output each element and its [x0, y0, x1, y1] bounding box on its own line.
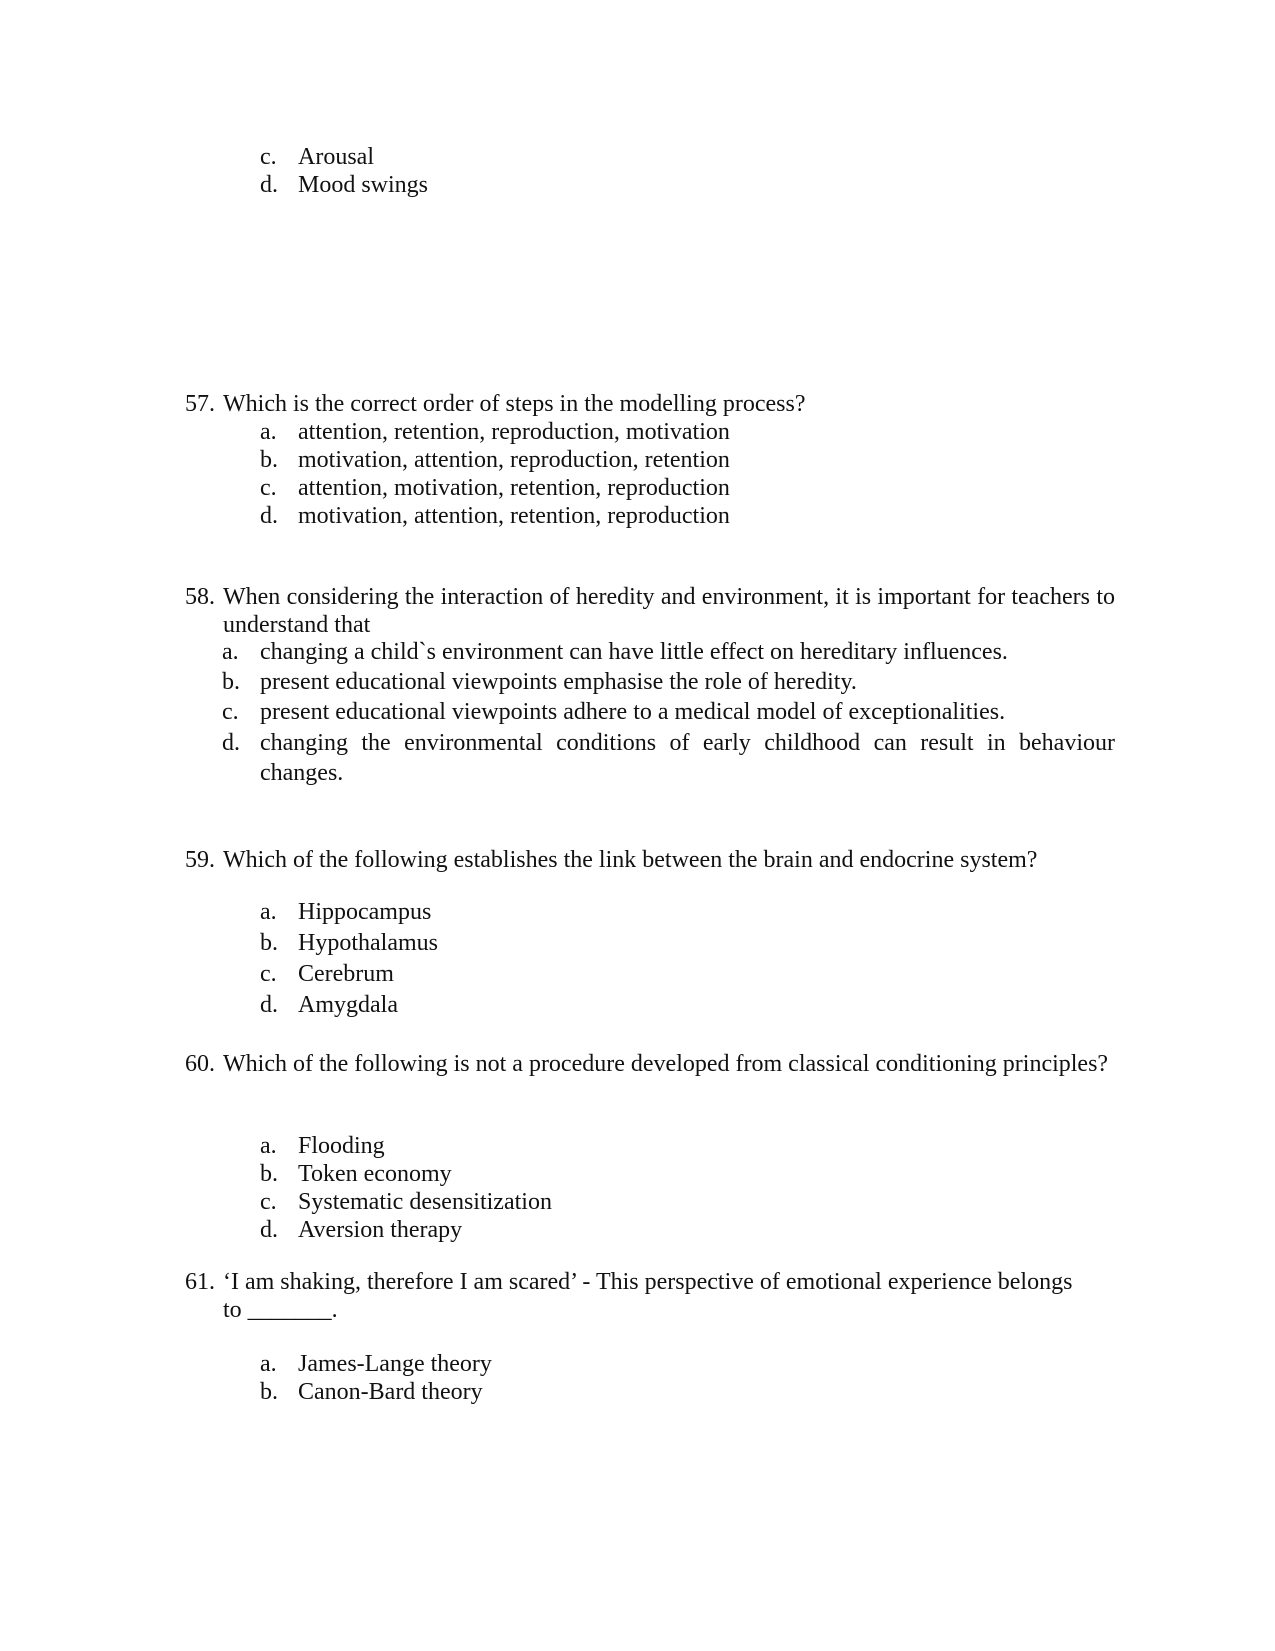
- option-58a: [222, 638, 1115, 666]
- question-57: [185, 390, 1115, 418]
- option-letter: a.: [260, 1133, 277, 1159]
- option-56d: [260, 171, 428, 199]
- question-number: 57.: [185, 391, 215, 417]
- option-letter: c.: [260, 1189, 277, 1215]
- option-60b: [260, 1160, 452, 1188]
- option-59c: [260, 960, 394, 988]
- option-text: motivation, attention, retention, reproduction: [298, 503, 730, 529]
- question-stem: Which of the following establishes the link between the brain and endocrine system?: [223, 847, 1038, 873]
- question-stem: When considering the interaction of heredity and environment, it is important for teachers to understand that: [223, 584, 1115, 638]
- option-56c: [260, 143, 374, 171]
- question-number: 61.: [185, 1269, 215, 1295]
- option-letter: c.: [260, 961, 277, 987]
- option-letter: c.: [260, 475, 277, 501]
- option-letter: d.: [260, 1217, 278, 1243]
- option-letter: b.: [260, 1161, 278, 1187]
- option-text: present educational viewpoints adhere to a medical model of exceptionalities.: [260, 699, 1006, 725]
- option-text: Systematic desensitization: [298, 1189, 552, 1215]
- option-57b: [260, 446, 730, 474]
- question-59: [185, 846, 1115, 874]
- option-letter: d.: [260, 503, 278, 529]
- option-letter: d.: [260, 172, 278, 198]
- option-letter: a.: [260, 419, 277, 445]
- option-text: Mood swings: [298, 172, 429, 198]
- option-letter: b.: [260, 930, 278, 956]
- option-text: Cerebrum: [298, 961, 394, 987]
- option-letter: b.: [260, 447, 278, 473]
- option-57d: [260, 502, 730, 530]
- option-59d: [260, 991, 398, 1019]
- option-57a: [260, 418, 730, 446]
- option-letter: b.: [222, 669, 240, 695]
- option-60d: [260, 1216, 462, 1244]
- option-text: Aversion therapy: [298, 1217, 463, 1243]
- option-text: changing the environmental conditions of early childhood can result in behaviour changes.: [260, 730, 1115, 786]
- option-59b: [260, 929, 438, 957]
- question-number: 60.: [185, 1051, 215, 1077]
- option-letter: a.: [260, 899, 277, 925]
- option-text: Token economy: [298, 1161, 452, 1187]
- option-text: present educational viewpoints emphasise the role of heredity.: [260, 669, 857, 695]
- question-number: 58.: [185, 584, 215, 610]
- question-stem: Which is the correct order of steps in the modelling process?: [223, 391, 806, 417]
- option-59a: [260, 898, 431, 926]
- option-text: Hippocampus: [298, 899, 432, 925]
- option-60c: [260, 1188, 552, 1216]
- option-letter: d.: [260, 992, 278, 1018]
- option-text: changing a child`s environment can have little effect on hereditary influences.: [260, 639, 1008, 665]
- option-61a: [260, 1350, 492, 1378]
- option-text: James-Lange theory: [298, 1351, 492, 1377]
- option-text: attention, retention, reproduction, motivation: [298, 419, 730, 445]
- question-61: [185, 1268, 1115, 1324]
- option-letter: c.: [260, 144, 277, 170]
- option-text: Amygdala: [298, 992, 398, 1018]
- option-text: Arousal: [298, 144, 374, 170]
- option-text: motivation, attention, reproduction, retention: [298, 447, 730, 473]
- option-58c: [222, 698, 1115, 726]
- option-text: Flooding: [298, 1133, 385, 1159]
- question-stem: ‘I am shaking, therefore I am scared’ - This perspective of emotional experience belongs to _______.: [223, 1269, 1073, 1323]
- option-58d: [222, 728, 1115, 788]
- question-number: 59.: [185, 847, 215, 873]
- option-60a: [260, 1132, 385, 1160]
- option-text: Canon-Bard theory: [298, 1379, 483, 1405]
- question-stem: Which of the following is not a procedure developed from classical conditioning principles?: [223, 1051, 1109, 1077]
- question-60: [185, 1050, 1115, 1078]
- option-57c: [260, 474, 730, 502]
- option-text: attention, motivation, retention, reproduction: [298, 475, 730, 501]
- option-letter: d.: [222, 730, 240, 756]
- option-letter: c.: [222, 699, 239, 725]
- question-58: [185, 583, 1115, 639]
- option-letter: a.: [260, 1351, 277, 1377]
- option-61b: [260, 1378, 483, 1406]
- option-text: Hypothalamus: [298, 930, 438, 956]
- option-letter: a.: [222, 639, 239, 665]
- option-58b: [222, 668, 1115, 696]
- option-letter: b.: [260, 1379, 278, 1405]
